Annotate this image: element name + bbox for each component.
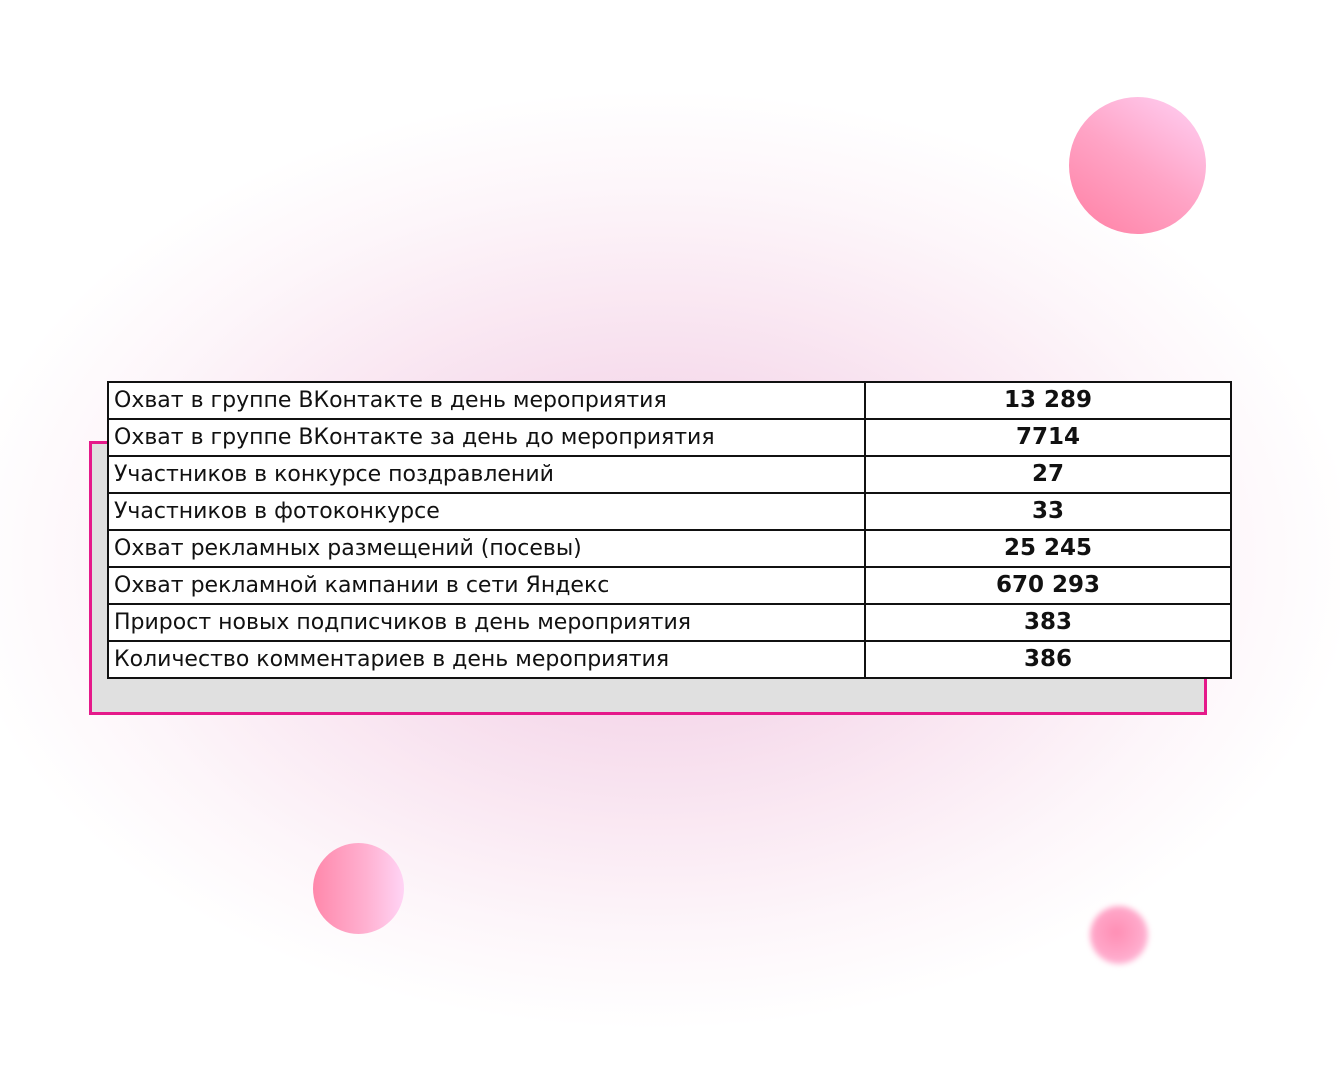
row-value: 27 — [865, 456, 1231, 493]
row-value: 383 — [865, 604, 1231, 641]
decorative-ball-bottom-right — [1090, 906, 1148, 964]
row-label: Участников в фотоконкурсе — [108, 493, 865, 530]
stats-table — [107, 381, 1232, 679]
table-row — [108, 530, 1231, 567]
row-label: Участников в конкурсе поздравлений — [108, 456, 865, 493]
row-value: 25 245 — [865, 530, 1231, 567]
row-label: Количество комментариев в день мероприятия — [108, 641, 865, 678]
row-label: Охват в группе ВКонтакте в день мероприятия — [108, 382, 865, 419]
table-row — [108, 641, 1231, 678]
row-label: Охват рекламной кампании в сети Яндекс — [108, 567, 865, 604]
decorative-ball-bottom-left — [313, 843, 404, 934]
table-row — [108, 493, 1231, 530]
table-row — [108, 604, 1231, 641]
row-value: 386 — [865, 641, 1231, 678]
table-row — [108, 456, 1231, 493]
row-value: 7714 — [865, 419, 1231, 456]
row-label: Охват в группе ВКонтакте за день до мероприятия — [108, 419, 865, 456]
table-row — [108, 382, 1231, 419]
table-row — [108, 567, 1231, 604]
table-row — [108, 419, 1231, 456]
row-value: 33 — [865, 493, 1231, 530]
row-value: 13 289 — [865, 382, 1231, 419]
row-label: Охват рекламных размещений (посевы) — [108, 530, 865, 567]
row-value: 670 293 — [865, 567, 1231, 604]
decorative-ball-top-right — [1069, 97, 1206, 234]
row-label: Прирост новых подписчиков в день мероприятия — [108, 604, 865, 641]
